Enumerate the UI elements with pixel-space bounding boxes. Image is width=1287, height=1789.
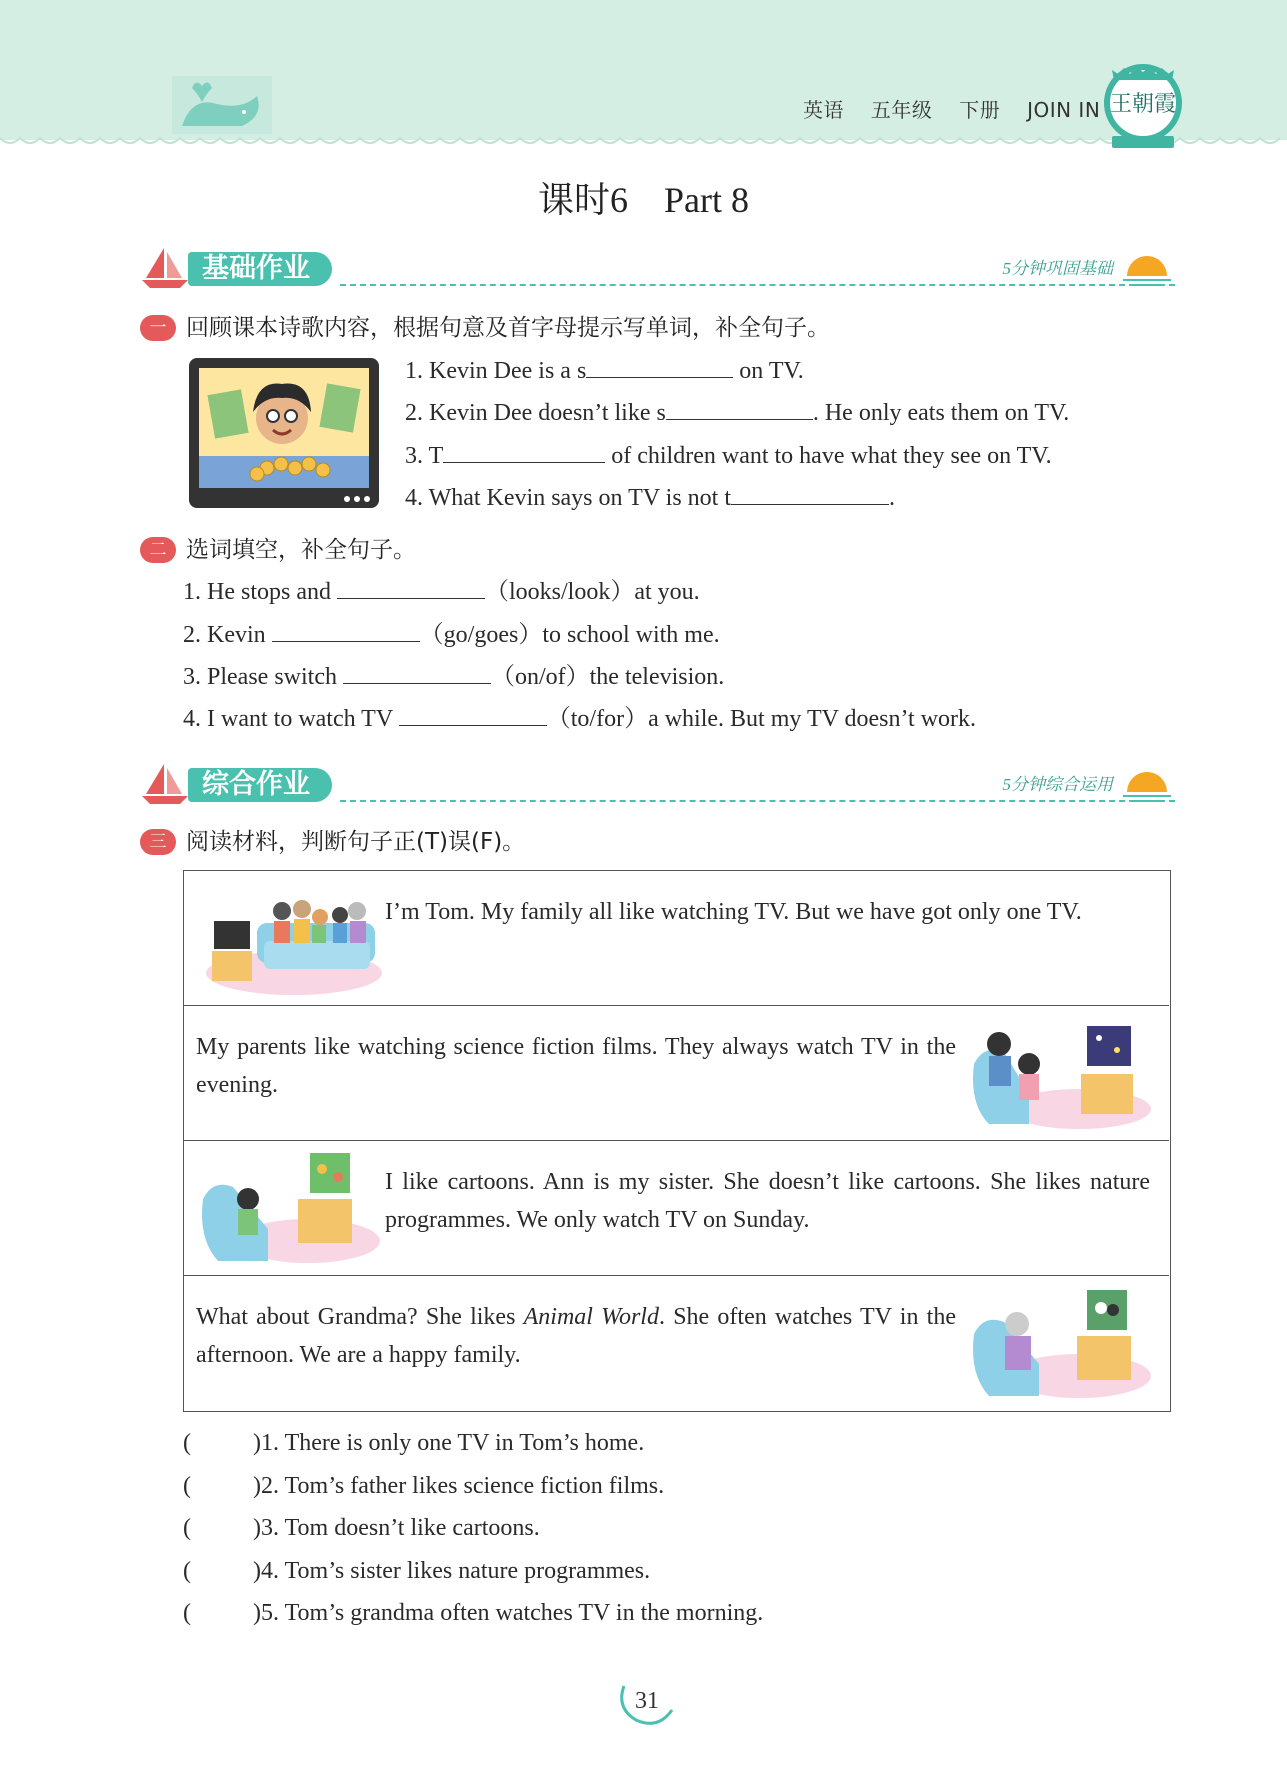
answer-blank[interactable]	[731, 482, 889, 505]
section-comprehensive-title: 综合作业	[188, 768, 332, 802]
family-sofa-illustration	[202, 881, 382, 996]
tf-statement-1	[183, 1428, 644, 1458]
tf-statement-5	[183, 1598, 763, 1628]
page-number-text: 31	[635, 1688, 659, 1714]
q2-item-3	[183, 661, 724, 692]
child-cartoon-tv-illustration	[198, 1149, 383, 1269]
q1-item-4-pre: 4. What Kevin says on TV is not t	[405, 485, 731, 511]
tf-statement-5-text: 5. Tom’s grandma often watches TV in the morning.	[261, 1600, 764, 1626]
q1-item-3	[405, 440, 1052, 471]
q1-item-4	[405, 482, 895, 513]
tf-statement-3	[183, 1513, 540, 1543]
answer-paren[interactable]: (	[183, 1558, 191, 1584]
parents-tv-illustration	[969, 1014, 1154, 1134]
tf-statement-1-text: 1. There is only one TV in Tom’s home.	[261, 1430, 645, 1456]
answer-blank[interactable]	[337, 576, 485, 599]
answer-blank[interactable]	[666, 397, 813, 420]
section-basic-banner	[140, 244, 1175, 292]
answer-paren-close: )	[253, 1600, 261, 1626]
q1-item-1-pre: 1. Kevin Dee is a s	[405, 358, 587, 384]
q2-item-1-post: （looks/look）at you.	[484, 579, 700, 605]
grandma-tv-illustration	[969, 1284, 1154, 1404]
q1-number: 一	[140, 315, 176, 341]
sailboat-icon	[140, 246, 190, 290]
q3-instruction: 阅读材料，判断句子正(T)误(F)。	[186, 829, 526, 855]
tf-statement-3-text: 3. Tom doesn’t like cartoons.	[261, 1515, 540, 1541]
q2-item-4-post: （to/for）a while. But my TV doesn’t work.	[546, 706, 977, 732]
sunset-icon	[1119, 762, 1175, 804]
sailboat-icon	[140, 762, 190, 806]
header-info	[803, 94, 1120, 123]
q2-item-3-post: （on/of）the television.	[490, 664, 725, 690]
lesson-title: 课时6 Part 8	[538, 180, 749, 220]
q2-item-1	[183, 576, 700, 607]
answer-paren[interactable]: (	[183, 1600, 191, 1626]
header-edition: JOIN IN	[1027, 98, 1101, 122]
passage-4-part-a: What about Grandma? She likes	[196, 1304, 524, 1330]
tf-statement-4-text: 4. Tom’s sister likes nature programmes.	[261, 1558, 651, 1584]
section-basic-title: 基础作业	[188, 252, 332, 286]
passage-3-text: I like cartoons. Ann is my sister. She doesn’t like cartoons. She likes nature programmes. We only watch TV on Sunday.	[385, 1169, 1150, 1233]
q2-item-2-post: （go/goes）to school with me.	[419, 622, 720, 648]
answer-blank[interactable]	[586, 355, 733, 378]
q1-item-3-pre: 3. T	[405, 443, 444, 469]
q1-item-2	[405, 397, 1069, 428]
answer-blank[interactable]	[399, 703, 547, 726]
answer-paren[interactable]: (	[183, 1473, 191, 1499]
passage-4-part-c: . She often watches TV in the afternoon. We are a happy family.	[196, 1304, 956, 1368]
header-subject: 英语	[803, 98, 844, 122]
header-volume: 下册	[959, 98, 1001, 122]
tf-statement-2	[183, 1471, 664, 1501]
brand-logo-icon	[1102, 58, 1184, 150]
q1-item-1-post: on TV.	[733, 358, 804, 384]
section-comprehensive-hint: 5分钟综合运用	[1002, 775, 1113, 794]
section-divider	[340, 284, 1175, 286]
q2-item-2	[183, 619, 720, 650]
q2-number: 二	[140, 537, 176, 563]
brand-badge	[1102, 58, 1184, 150]
answer-paren[interactable]: (	[183, 1515, 191, 1541]
answer-paren-close: )	[253, 1430, 261, 1456]
answer-blank[interactable]	[272, 619, 420, 642]
q1-item-4-post: .	[889, 485, 895, 511]
reading-passage-2	[184, 1006, 1169, 1141]
q1-instruction: 回顾课本诗歌内容，根据句意及首字母提示写单词，补全句子。	[186, 315, 830, 341]
answer-blank[interactable]	[343, 661, 491, 684]
tf-statement-2-text: 2. Tom’s father likes science fiction films.	[261, 1473, 665, 1499]
page-number	[612, 1670, 682, 1730]
answer-paren[interactable]: (	[183, 1430, 191, 1456]
header-grade: 五年级	[870, 98, 933, 122]
q2-item-3-pre: 3. Please switch	[183, 664, 343, 690]
q2-item-1-pre: 1. He stops and	[183, 579, 337, 605]
reading-table	[183, 870, 1171, 1412]
q2-item-4	[183, 703, 976, 734]
section-comprehensive-banner	[140, 760, 1175, 808]
sunset-icon	[1119, 246, 1175, 288]
q3-number: 三	[140, 829, 176, 855]
q1-item-1	[405, 355, 804, 386]
answer-blank[interactable]	[443, 440, 605, 463]
q2-instruction: 选词填空，补全句子。	[186, 537, 416, 563]
reading-passage-4	[184, 1276, 1169, 1411]
q1-item-2-pre: 2. Kevin Dee doesn’t like s	[405, 400, 666, 426]
q1-item-2-post: . He only eats them on TV.	[812, 400, 1070, 426]
passage-1-text: I’m Tom. My family all like watching TV. But we have got only one TV.	[385, 899, 1082, 925]
q2-item-2-pre: 2. Kevin	[183, 622, 272, 648]
tv-kevin-illustration	[187, 356, 382, 513]
answer-paren-close: )	[253, 1473, 261, 1499]
q2-item-4-pre: 4. I want to watch TV	[183, 706, 399, 732]
answer-paren-close: )	[253, 1558, 261, 1584]
whale-icon	[172, 76, 272, 134]
reading-passage-1	[184, 871, 1169, 1006]
section-basic-hint: 5分钟巩固基础	[1002, 259, 1113, 278]
passage-4-text	[196, 1298, 956, 1374]
passage-4-program-title: Animal World	[523, 1304, 659, 1330]
section-divider	[340, 800, 1175, 802]
passage-2-text: My parents like watching science fiction films. They always watch TV in the evening.	[196, 1034, 956, 1098]
tf-statement-4	[183, 1556, 650, 1586]
brand-text: 王朝霞	[1109, 92, 1177, 117]
q1-item-3-post: of children want to have what they see on TV.	[605, 443, 1052, 469]
answer-paren-close: )	[253, 1515, 261, 1541]
reading-passage-3	[184, 1141, 1169, 1276]
